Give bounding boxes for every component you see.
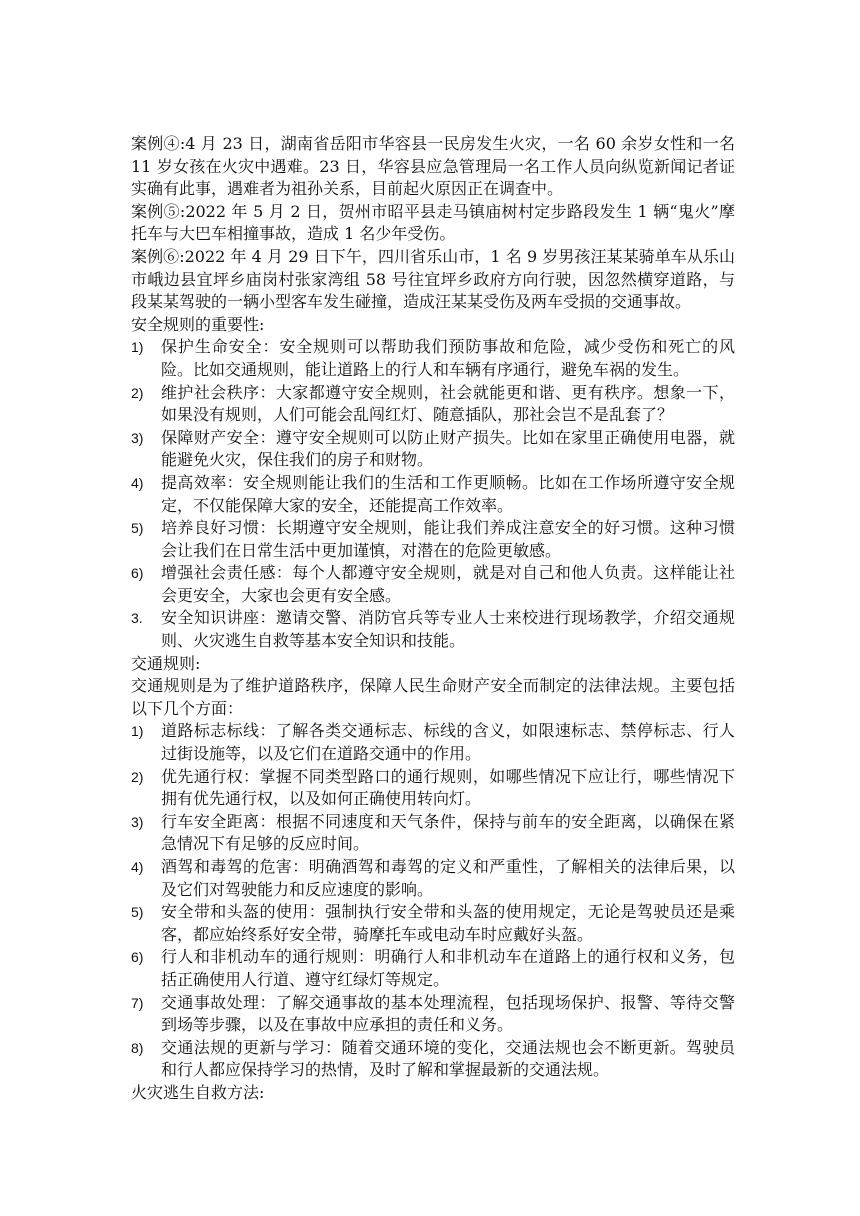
list-text: 交通事故处理：了解交通事故的基本处理流程，包括现场保护、报警、等待交警到场等步骤，以及在事故中应承担的责任和义务。 (161, 992, 735, 1035)
list-number: 4) (131, 859, 144, 875)
list-text: 培养良好习惯：长期遵守安全规则，能让我们养成注意安全的好习惯。这种习惯会让我们在日常生活中更加谨慎，对潜在的危险更敏感。 (161, 518, 735, 560)
list-text: 道路标志标线：了解各类交通标志、标线的含义，如限速标志、禁停标志、行人过街设施等，以及它们在道路交通中的作用。 (161, 721, 735, 764)
list-item (131, 336, 735, 381)
list-text: 安全知识讲座：邀请交警、消防官兵等专业人士来校进行现场教学，介绍交通规则、火灾逃生自救等基本安全知识和技能。 (161, 608, 735, 651)
list-item (131, 856, 735, 901)
list-number: 2) (131, 384, 144, 401)
list-text: 提高效率：安全规则能让我们的生活和工作更顺畅。比如在工作场所遵守安全规定，不仅能保障大家的安全，还能提高工作效率。 (161, 472, 735, 515)
list-number: 3. (131, 610, 143, 627)
list-item (131, 946, 735, 991)
list-number: 8) (131, 1039, 144, 1056)
list-text: 优先通行权：掌握不同类型路口的通行规则，如哪些情况下应让行，哪些情况下拥有优先通行权，以及如何正确使用转向灯。 (161, 766, 735, 809)
list-text: 增强社会责任感：每个人都遵守安全规则，就是对自己和他人负责。这样能让社会更安全，大家也会更有安全感。 (161, 563, 735, 605)
list-text: 保护生命安全：安全规则可以帮助我们预防事故和危险，减少受伤和死亡的风险。比如交通规则，能让道路上的行人和车辆有序通行，避免车祸的发生。 (161, 337, 735, 379)
list-number: 3) (131, 813, 144, 830)
list-number: 5) (131, 520, 144, 537)
list-text: 交通法规的更新与学习：随着交通环境的变化，交通法规也会不断更新。驾驶员和行人都应保持学习的热情，及时了解和掌握最新的交通法规。 (161, 1037, 735, 1080)
case-4-paragraph: 案例④:4 月 23 日，湖南省岳阳市华容县一民房发生火灾，一名 60 余岁女性和一名 11 岁女孩在火灾中遇难。23 日，华容县应急管理局一名工作人员向纵览新闻记者证实确有此事，遇难者为祖孙关系，目前起火原因正在调查中。 (131, 134, 735, 199)
list-text: 酒驾和毒驾的危害：明确酒驾和毒驾的定义和严重性，了解相关的法律后果，以及它们对驾驶能力和反应速度的影响。 (161, 857, 735, 899)
list-item (131, 1037, 735, 1082)
list-number: 6) (131, 565, 144, 582)
list-number: 1) (131, 339, 144, 356)
traffic-intro: 交通规则是为了维护道路秩序，保障人民生命财产安全而制定的法律法规。主要包括以下几个方面： (131, 676, 735, 718)
fire-heading: 火灾逃生自救方法: (131, 1082, 265, 1102)
list-text: 行人和非机动车的通行规则：明确行人和非机动车在道路上的通行权和义务，包括正确使用人行道、遵守红绿灯等规定。 (161, 947, 735, 989)
list-item (131, 992, 735, 1037)
case-5-paragraph: 案例⑤:2022 年 5 月 2 日，贺州市昭平县走马镇庙树村定步路段发生 1 辆“鬼火”摩托车与大巴车相撞事故，造成 1 名少年受伤。 (131, 201, 735, 244)
list-number: 5) (131, 904, 144, 921)
case-6-paragraph: 案例⑥:2022 年 4 月 29 日下午，四川省乐山市，1 名 9 岁男孩汪某某骑单车从乐山市峨边县宜坪乡庙岗村张家湾组 58 号往宜坪乡政府方向行驶，因忽然横穿道路，与段某某驾驶的一辆小型客车发生碰撞，造成汪某某受伤及两车受损的交通事故。 (131, 246, 735, 312)
list-text: 保障财产安全：遵守安全规则可以防止财产损失。比如在家里正确使用电器，就能避免火灾，保住我们的房子和财物。 (161, 427, 735, 470)
list-number: 7) (131, 994, 144, 1011)
list-number: 1) (131, 723, 144, 740)
list-item (131, 517, 735, 562)
importance-heading: 安全规则的重要性: (131, 314, 265, 334)
list-item (131, 901, 735, 946)
list-item (131, 562, 735, 607)
list-number: 6) (131, 949, 144, 966)
document-body (131, 133, 735, 1105)
list-item (131, 766, 735, 811)
importance-list (131, 336, 735, 652)
list-number: 4) (131, 474, 144, 491)
list-item (131, 811, 735, 856)
list-text: 安全带和头盔的使用：强制执行安全带和头盔的使用规定，无论是驾驶员还是乘客，都应始终系好安全带，骑摩托车或电动车时应戴好头盔。 (161, 902, 735, 944)
traffic-heading: 交通规则: (131, 653, 201, 673)
list-item (131, 720, 735, 765)
list-text: 行车安全距离：根据不同速度和天气条件，保持与前车的安全距离，以确保在紧急情况下有足够的反应时间。 (161, 811, 735, 854)
list-number: 3) (131, 429, 144, 446)
list-item (131, 607, 735, 652)
list-item (131, 472, 735, 517)
list-number: 2) (131, 768, 144, 785)
list-item (131, 382, 735, 427)
traffic-list (131, 720, 735, 1082)
list-item (131, 427, 735, 472)
list-text: 维护社会秩序：大家都遵守安全规则，社会就能更和谐、更有秩序。想象一下，如果没有规则，人们可能会乱闯红灯、随意插队，那社会岂不是乱套了？ (161, 382, 735, 425)
